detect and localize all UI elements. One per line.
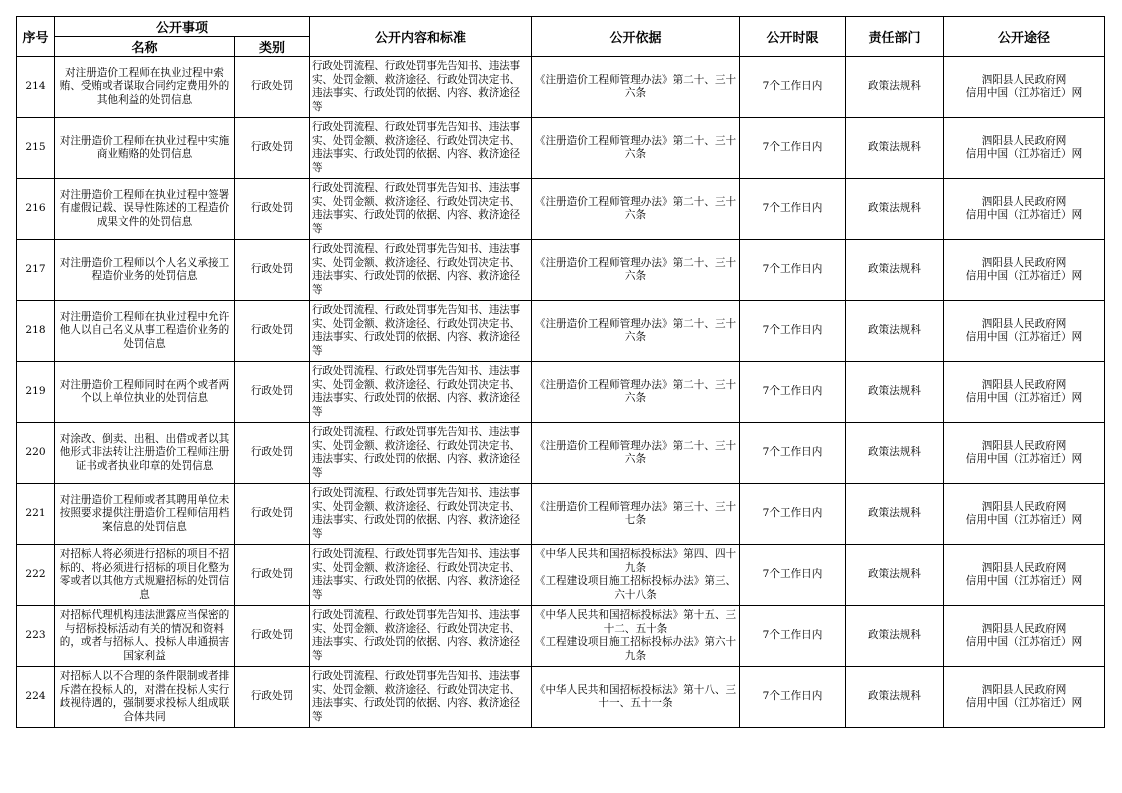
- row-department: [846, 606, 944, 667]
- row-name-text: 对注册造价工程师同时在两个或者两个以上单位执业的处罚信息: [59, 378, 230, 404]
- row-category-text: 行政处罚: [250, 324, 294, 337]
- row-number: [17, 606, 55, 667]
- row-name: [55, 301, 235, 362]
- table-row: [17, 301, 1105, 362]
- header-department: 责任部门: [846, 17, 944, 57]
- row-category-text: 行政处罚: [250, 202, 294, 215]
- row-department-text: 政策法规科: [868, 385, 921, 398]
- table-row: [17, 118, 1105, 179]
- row-category-text: 行政处罚: [250, 568, 294, 581]
- row-basis: [532, 667, 740, 728]
- row-basis-text: 《注册造价工程师管理办法》第二十、三十六条: [534, 317, 737, 343]
- row-content: [310, 545, 532, 606]
- row-channel: [944, 484, 1105, 545]
- row-content: [310, 118, 532, 179]
- row-category-text: 行政处罚: [250, 263, 294, 276]
- row-time-limit-text: 7个工作日内: [762, 141, 823, 154]
- header-channel: 公开途径: [944, 17, 1105, 57]
- row-department: [846, 240, 944, 301]
- row-channel-text: 泗阳县人民政府网 信用中国（江苏宿迁）网: [965, 683, 1083, 709]
- table-row: [17, 667, 1105, 728]
- row-channel-text: 泗阳县人民政府网 信用中国（江苏宿迁）网: [965, 561, 1083, 587]
- row-number-text: 218: [25, 324, 46, 337]
- row-channel-text: 泗阳县人民政府网 信用中国（江苏宿迁）网: [965, 195, 1083, 221]
- row-category: [235, 179, 310, 240]
- row-content: [310, 57, 532, 118]
- row-content: [310, 362, 532, 423]
- row-channel: [944, 667, 1105, 728]
- header-content: 公开内容和标准: [310, 17, 532, 57]
- row-number-text: 217: [25, 263, 46, 276]
- table-row: [17, 57, 1105, 118]
- row-name: [55, 179, 235, 240]
- row-department: [846, 362, 944, 423]
- row-basis: [532, 545, 740, 606]
- row-basis-text: 《中华人民共和国招标投标法》第十五、三十二、五十条 《工程建设项目施工招标投标办法》第六十九条: [534, 609, 737, 662]
- row-number: [17, 301, 55, 362]
- table-row: [17, 423, 1105, 484]
- row-basis: [532, 362, 740, 423]
- row-content-text: 行政处罚流程、行政处罚事先告知书、违法事实、处罚金额、救济途径、行政处罚决定书、违法事实、行政处罚的依据、内容、救济途径等: [312, 182, 520, 235]
- row-time-limit: [740, 423, 846, 484]
- row-content: [310, 301, 532, 362]
- row-name-text: 对招标人以不合理的条件限制或者排斥潜在投标人的，对潜在投标人实行歧视待遇的，强制要求投标人组成联合体共同: [59, 670, 230, 723]
- row-channel: [944, 301, 1105, 362]
- row-department: [846, 57, 944, 118]
- row-department-text: 政策法规科: [868, 568, 921, 581]
- row-number: [17, 179, 55, 240]
- row-number-text: 219: [25, 385, 46, 398]
- row-department-text: 政策法规科: [868, 507, 921, 520]
- table-row: [17, 545, 1105, 606]
- row-number: [17, 667, 55, 728]
- row-channel-text: 泗阳县人民政府网 信用中国（江苏宿迁）网: [965, 378, 1083, 404]
- table-row: [17, 606, 1105, 667]
- row-content-text: 行政处罚流程、行政处罚事先告知书、违法事实、处罚金额、救济途径、行政处罚决定书、违法事实、行政处罚的依据、内容、救济途径等: [312, 60, 520, 113]
- row-category-text: 行政处罚: [250, 507, 294, 520]
- row-content: [310, 606, 532, 667]
- row-name-text: 对招标代理机构违法泄露应当保密的与招标投标活动有关的情况和资料的，或者与招标人、投标人串通损害国家利益: [59, 609, 230, 662]
- row-content-text: 行政处罚流程、行政处罚事先告知书、违法事实、处罚金额、救济途径、行政处罚决定书、违法事实、行政处罚的依据、内容、救济途径等: [312, 609, 520, 662]
- row-content: [310, 240, 532, 301]
- row-category: [235, 606, 310, 667]
- row-department: [846, 484, 944, 545]
- row-content-text: 行政处罚流程、行政处罚事先告知书、违法事实、处罚金额、救济途径、行政处罚决定书、违法事实、行政处罚的依据、内容、救济途径等: [312, 487, 520, 540]
- row-content-text: 行政处罚流程、行政处罚事先告知书、违法事实、处罚金额、救济途径、行政处罚决定书、违法事实、行政处罚的依据、内容、救济途径等: [312, 243, 520, 296]
- header-item: 公开事项: [55, 17, 310, 37]
- row-number-text: 223: [25, 629, 46, 642]
- row-basis-text: 《注册造价工程师管理办法》第三十、三十七条: [534, 500, 737, 526]
- row-basis: [532, 606, 740, 667]
- row-department-text: 政策法规科: [868, 690, 921, 703]
- row-content: [310, 484, 532, 545]
- row-content: [310, 423, 532, 484]
- row-channel-text: 泗阳县人民政府网 信用中国（江苏宿迁）网: [965, 317, 1083, 343]
- row-basis: [532, 240, 740, 301]
- row-time-limit-text: 7个工作日内: [762, 263, 823, 276]
- row-basis: [532, 423, 740, 484]
- row-basis: [532, 484, 740, 545]
- row-content-text: 行政处罚流程、行政处罚事先告知书、违法事实、处罚金额、救济途径、行政处罚决定书、违法事实、行政处罚的依据、内容、救济途径等: [312, 548, 520, 601]
- row-name: [55, 545, 235, 606]
- row-time-limit-text: 7个工作日内: [762, 568, 823, 581]
- row-channel: [944, 179, 1105, 240]
- row-category-text: 行政处罚: [250, 80, 294, 93]
- row-department-text: 政策法规科: [868, 446, 921, 459]
- row-basis-text: 《注册造价工程师管理办法》第二十、三十六条: [534, 256, 737, 282]
- row-category-text: 行政处罚: [250, 446, 294, 459]
- row-name-text: 对注册造价工程师在执业过程中允许他人以自己名义从事工程造价业务的处罚信息: [59, 310, 230, 350]
- row-channel: [944, 423, 1105, 484]
- row-number: [17, 118, 55, 179]
- row-name-text: 对注册造价工程师或者其聘用单位未按照要求提供注册造价工程师信用档案信息的处罚信息: [59, 493, 230, 533]
- row-department: [846, 423, 944, 484]
- row-department: [846, 301, 944, 362]
- row-category: [235, 118, 310, 179]
- row-content-text: 行政处罚流程、行政处罚事先告知书、违法事实、处罚金额、救济途径、行政处罚决定书、违法事实、行政处罚的依据、内容、救济途径等: [312, 670, 520, 723]
- row-content-text: 行政处罚流程、行政处罚事先告知书、违法事实、处罚金额、救济途径、行政处罚决定书、违法事实、行政处罚的依据、内容、救济途径等: [312, 121, 520, 174]
- row-basis: [532, 301, 740, 362]
- row-category: [235, 240, 310, 301]
- row-number-text: 222: [25, 568, 46, 581]
- row-name-text: 对涂改、倒卖、出租、出借或者以其他形式非法转让注册造价工程师注册证书或者执业印章的处罚信息: [59, 432, 230, 472]
- row-time-limit: [740, 362, 846, 423]
- row-time-limit: [740, 240, 846, 301]
- row-content-text: 行政处罚流程、行政处罚事先告知书、违法事实、处罚金额、救济途径、行政处罚决定书、违法事实、行政处罚的依据、内容、救济途径等: [312, 365, 520, 418]
- row-time-limit: [740, 545, 846, 606]
- row-basis-text: 《中华人民共和国招标投标法》第十八、三十一、五十一条: [534, 683, 737, 709]
- row-department: [846, 545, 944, 606]
- row-time-limit-text: 7个工作日内: [762, 629, 823, 642]
- table-row: [17, 179, 1105, 240]
- row-name: [55, 423, 235, 484]
- row-number: [17, 57, 55, 118]
- row-number-text: 216: [25, 202, 46, 215]
- row-basis-text: 《注册造价工程师管理办法》第二十、三十六条: [534, 378, 737, 404]
- row-number: [17, 545, 55, 606]
- row-channel: [944, 118, 1105, 179]
- row-number-text: 221: [25, 507, 46, 520]
- row-name-text: 对招标人将必须进行招标的项目不招标的、将必须进行招标的项目化整为零或者以其他方式规避招标的处罚信息: [59, 548, 230, 601]
- row-name-text: 对注册造价工程师以个人名义承接工程造价业务的处罚信息: [59, 256, 230, 282]
- row-name-text: 对注册造价工程师在执业过程中实施商业贿赂的处罚信息: [59, 134, 230, 160]
- row-number: [17, 362, 55, 423]
- row-time-limit: [740, 484, 846, 545]
- row-category-text: 行政处罚: [250, 690, 294, 703]
- row-number: [17, 484, 55, 545]
- row-time-limit: [740, 667, 846, 728]
- row-time-limit-text: 7个工作日内: [762, 507, 823, 520]
- header-time-limit: 公开时限: [740, 17, 846, 57]
- row-channel-text: 泗阳县人民政府网 信用中国（江苏宿迁）网: [965, 256, 1083, 282]
- row-channel-text: 泗阳县人民政府网 信用中国（江苏宿迁）网: [965, 500, 1083, 526]
- row-time-limit: [740, 301, 846, 362]
- row-basis-text: 《注册造价工程师管理办法》第二十、三十六条: [534, 195, 737, 221]
- header-seq: 序号: [17, 17, 55, 57]
- row-channel-text: 泗阳县人民政府网 信用中国（江苏宿迁）网: [965, 622, 1083, 648]
- row-department-text: 政策法规科: [868, 141, 921, 154]
- row-department-text: 政策法规科: [868, 202, 921, 215]
- row-content-text: 行政处罚流程、行政处罚事先告知书、违法事实、处罚金额、救济途径、行政处罚决定书、违法事实、行政处罚的依据、内容、救济途径等: [312, 304, 520, 357]
- row-number-text: 220: [25, 446, 46, 459]
- table-row: [17, 362, 1105, 423]
- row-department: [846, 179, 944, 240]
- row-channel-text: 泗阳县人民政府网 信用中国（江苏宿迁）网: [965, 134, 1083, 160]
- row-time-limit: [740, 179, 846, 240]
- row-name: [55, 484, 235, 545]
- row-time-limit: [740, 606, 846, 667]
- row-number-text: 215: [25, 141, 46, 154]
- row-name: [55, 606, 235, 667]
- row-category: [235, 545, 310, 606]
- row-channel: [944, 57, 1105, 118]
- row-number-text: 214: [25, 80, 46, 93]
- row-time-limit-text: 7个工作日内: [762, 202, 823, 215]
- row-basis: [532, 57, 740, 118]
- row-name: [55, 667, 235, 728]
- row-category-text: 行政处罚: [250, 141, 294, 154]
- row-basis: [532, 118, 740, 179]
- row-time-limit-text: 7个工作日内: [762, 385, 823, 398]
- row-time-limit: [740, 57, 846, 118]
- row-category-text: 行政处罚: [250, 629, 294, 642]
- row-basis: [532, 179, 740, 240]
- row-department-text: 政策法规科: [868, 80, 921, 93]
- row-time-limit-text: 7个工作日内: [762, 690, 823, 703]
- row-basis-text: 《注册造价工程师管理办法》第二十、三十六条: [534, 73, 737, 99]
- row-channel-text: 泗阳县人民政府网 信用中国（江苏宿迁）网: [965, 439, 1083, 465]
- row-name: [55, 240, 235, 301]
- row-department-text: 政策法规科: [868, 263, 921, 276]
- row-name-text: 对注册造价工程师在执业过程中签署有虚假记载、误导性陈述的工程造价成果文件的处罚信息: [59, 188, 230, 228]
- row-name: [55, 362, 235, 423]
- row-time-limit: [740, 118, 846, 179]
- row-category: [235, 667, 310, 728]
- header-category: 类别: [235, 37, 310, 57]
- table-row: [17, 484, 1105, 545]
- row-category-text: 行政处罚: [250, 385, 294, 398]
- row-department: [846, 118, 944, 179]
- row-category: [235, 484, 310, 545]
- row-channel: [944, 545, 1105, 606]
- row-category: [235, 362, 310, 423]
- row-category: [235, 301, 310, 362]
- row-name: [55, 57, 235, 118]
- row-number-text: 224: [25, 690, 46, 703]
- row-time-limit-text: 7个工作日内: [762, 324, 823, 337]
- row-channel: [944, 240, 1105, 301]
- row-category: [235, 57, 310, 118]
- row-content: [310, 179, 532, 240]
- row-basis-text: 《中华人民共和国招标投标法》第四、四十九条 《工程建设项目施工招标投标办法》第三、六十八条: [534, 548, 737, 601]
- row-name: [55, 118, 235, 179]
- row-name-text: 对注册造价工程师在执业过程中索贿、受贿或者谋取合同约定费用外的其他利益的处罚信息: [59, 66, 230, 106]
- row-channel: [944, 362, 1105, 423]
- row-number: [17, 423, 55, 484]
- header-name: 名称: [55, 37, 235, 57]
- row-channel-text: 泗阳县人民政府网 信用中国（江苏宿迁）网: [965, 73, 1083, 99]
- row-department-text: 政策法规科: [868, 629, 921, 642]
- row-category: [235, 423, 310, 484]
- row-time-limit-text: 7个工作日内: [762, 80, 823, 93]
- row-department: [846, 667, 944, 728]
- row-channel: [944, 606, 1105, 667]
- row-content: [310, 667, 532, 728]
- row-content-text: 行政处罚流程、行政处罚事先告知书、违法事实、处罚金额、救济途径、行政处罚决定书、违法事实、行政处罚的依据、内容、救济途径等: [312, 426, 520, 479]
- row-number: [17, 240, 55, 301]
- disclosure-table: [16, 16, 1105, 728]
- row-basis-text: 《注册造价工程师管理办法》第二十、三十六条: [534, 134, 737, 160]
- row-time-limit-text: 7个工作日内: [762, 446, 823, 459]
- row-department-text: 政策法规科: [868, 324, 921, 337]
- table-row: [17, 240, 1105, 301]
- header-basis: 公开依据: [532, 17, 740, 57]
- row-basis-text: 《注册造价工程师管理办法》第二十、三十六条: [534, 439, 737, 465]
